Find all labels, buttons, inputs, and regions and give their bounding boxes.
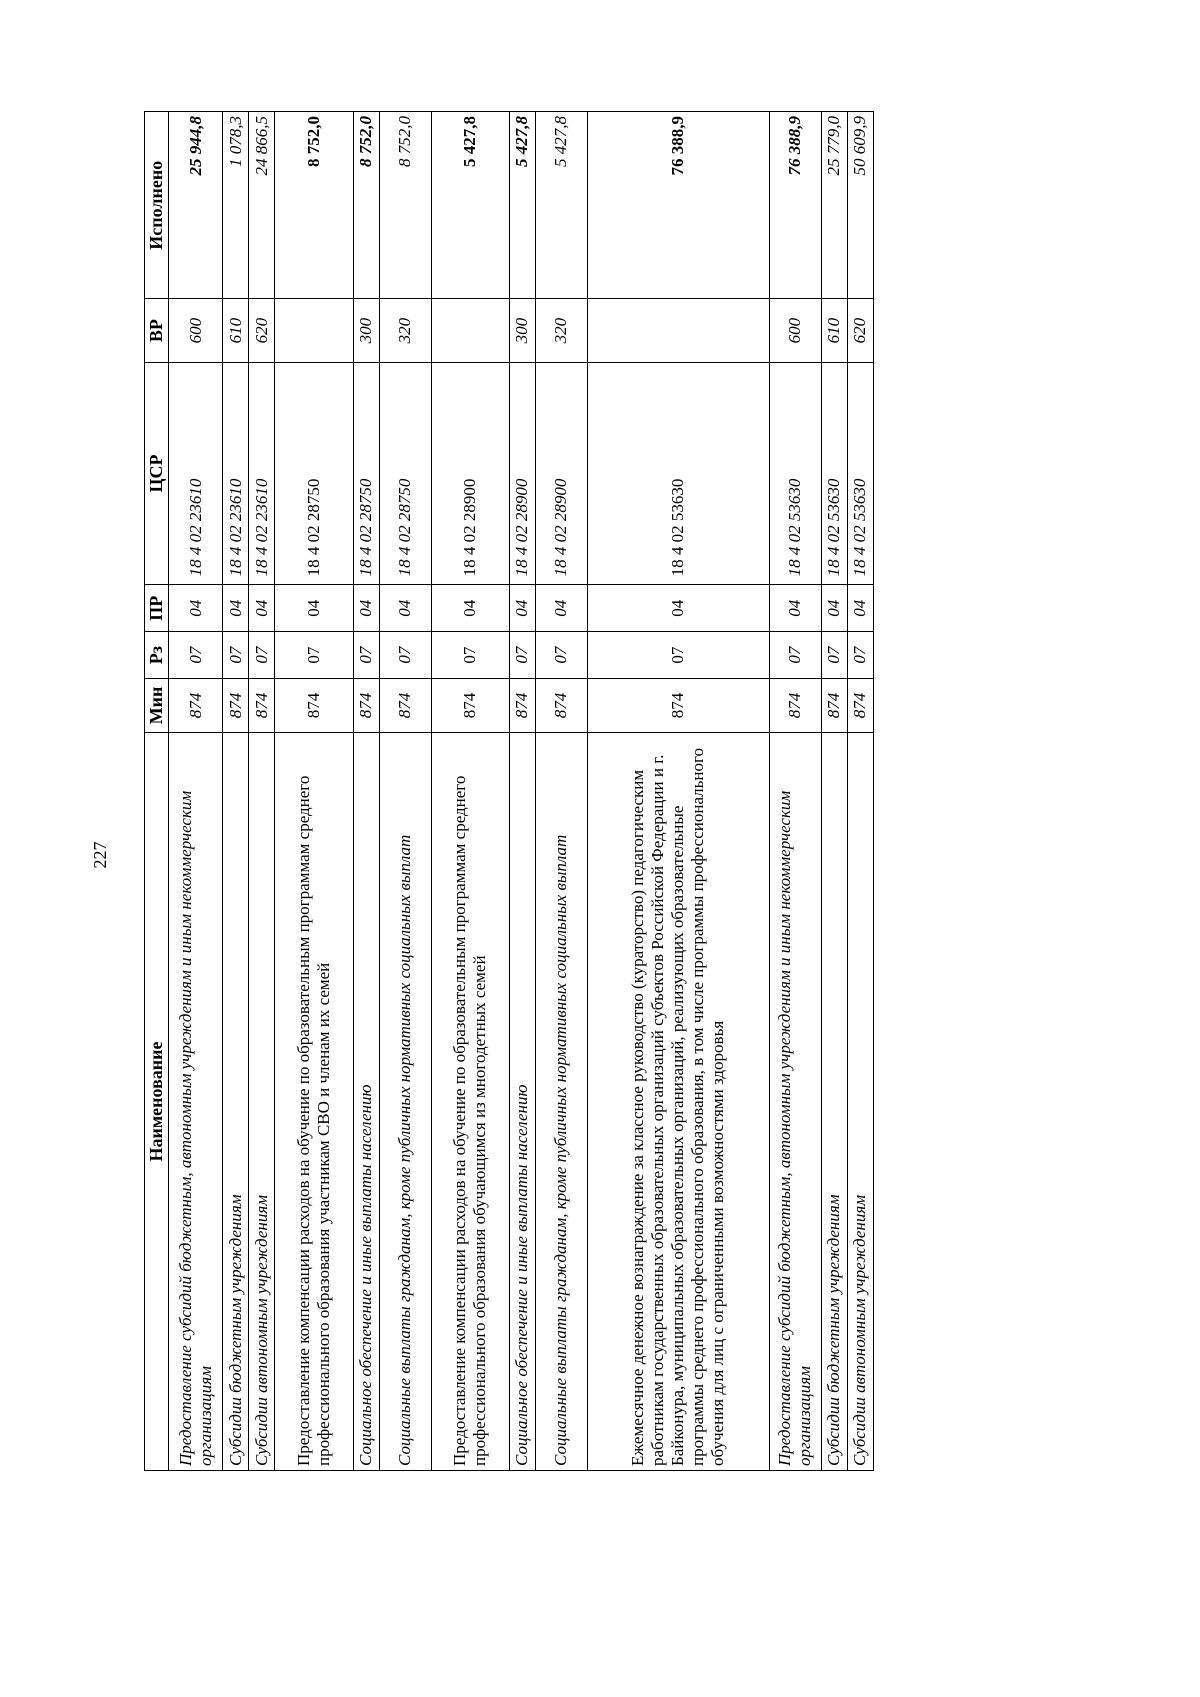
cell-vr: 320 [379,299,431,362]
cell-csr: 18 4 02 53630 [587,362,769,585]
cell-vr: 610 [821,299,847,362]
cell-exec: 5 427,8 [535,112,587,299]
cell-min: 874 [509,679,535,733]
table-row [509,112,535,1471]
cell-min: 874 [169,679,223,733]
cell-exec: 25 779,0 [821,112,847,299]
cell-csr: 18 4 02 28900 [509,362,535,585]
header-pr: ПР [145,585,169,632]
cell-pr: 04 [821,585,847,632]
cell-pr: 04 [379,585,431,632]
table-row [847,112,873,1471]
table-row [353,112,379,1471]
cell-min: 874 [275,679,353,733]
cell-vr: 620 [847,299,873,362]
cell-csr: 18 4 02 23610 [169,362,223,585]
cell-csr: 18 4 02 23610 [249,362,275,585]
cell-csr: 18 4 02 28900 [535,362,587,585]
cell-exec: 5 427,8 [509,112,535,299]
cell-min: 874 [249,679,275,733]
cell-name: Ежемесячное денежное вознаграждение за классное руководство (кураторство) педагогическим работникам государственных образовательных организаций субъектов Российской Федерации и г. Байконура, муниципальных образовательных организаций, реализующих образовательные программы среднего профессионального образования, в том числе программы профессионального обучения для лиц с ограниченными возможностями здоровья [587,732,769,1470]
cell-name: Субсидии бюджетным учреждениям [223,732,249,1470]
cell-csr: 18 4 02 28750 [275,362,353,585]
cell-pr: 04 [249,585,275,632]
header-exec: Исполнено [145,112,169,299]
cell-min: 874 [587,679,769,733]
cell-pr: 04 [769,585,821,632]
cell-vr: 620 [249,299,275,362]
cell-csr: 18 4 02 53630 [847,362,873,585]
cell-exec: 25 944,8 [169,112,223,299]
cell-rz: 07 [587,632,769,679]
cell-pr: 04 [223,585,249,632]
cell-rz: 07 [535,632,587,679]
cell-csr: 18 4 02 28750 [353,362,379,585]
cell-exec: 24 866,5 [249,112,275,299]
header-rz: Рз [145,632,169,679]
cell-pr: 04 [509,585,535,632]
cell-name: Субсидии бюджетным учреждениям [821,732,847,1470]
cell-exec: 76 388,9 [769,112,821,299]
cell-vr [431,299,509,362]
cell-vr [275,299,353,362]
header-min: Мин [145,679,169,733]
cell-pr: 04 [535,585,587,632]
cell-vr: 320 [535,299,587,362]
cell-min: 874 [223,679,249,733]
cell-rz: 07 [223,632,249,679]
table-body [169,112,874,1471]
cell-name: Предоставление компенсации расходов на обучение по образовательным программам среднего профессионального образования участникам СВО и членам их семей [275,732,353,1470]
table-row [431,112,509,1471]
cell-pr: 04 [169,585,223,632]
cell-rz: 07 [431,632,509,679]
cell-vr: 300 [353,299,379,362]
cell-min: 874 [821,679,847,733]
table-row [275,112,353,1471]
cell-vr: 600 [169,299,223,362]
table-row [249,112,275,1471]
cell-csr: 18 4 02 28900 [431,362,509,585]
cell-vr: 600 [769,299,821,362]
budget-table-container [144,111,874,1471]
cell-min: 874 [431,679,509,733]
table-row [821,112,847,1471]
cell-csr: 18 4 02 23610 [223,362,249,585]
cell-rz: 07 [353,632,379,679]
table-row [769,112,821,1471]
cell-rz: 07 [821,632,847,679]
cell-pr: 04 [431,585,509,632]
cell-exec: 76 388,9 [587,112,769,299]
cell-rz: 07 [847,632,873,679]
cell-name: Социальные выплаты гражданам, кроме публичных нормативных социальных выплат [535,732,587,1470]
budget-table [144,111,874,1471]
cell-rz: 07 [769,632,821,679]
cell-rz: 07 [379,632,431,679]
header-vr: ВР [145,299,169,362]
cell-name: Субсидии автономным учреждениям [249,732,275,1470]
cell-pr: 04 [587,585,769,632]
cell-min: 874 [353,679,379,733]
cell-name: Предоставление компенсации расходов на обучение по образовательным программам среднего профессионального образования обучающимся из многодетных семей [431,732,509,1470]
cell-csr: 18 4 02 53630 [821,362,847,585]
cell-name: Предоставление субсидий бюджетным, автономным учреждениям и иным некоммерческим организациям [169,732,223,1470]
cell-pr: 04 [847,585,873,632]
cell-csr: 18 4 02 53630 [769,362,821,585]
cell-min: 874 [769,679,821,733]
cell-name: Социальное обеспечение и иные выплаты населению [509,732,535,1470]
cell-vr [587,299,769,362]
cell-exec: 8 752,0 [275,112,353,299]
cell-pr: 04 [353,585,379,632]
cell-csr: 18 4 02 28750 [379,362,431,585]
cell-name: Субсидии автономным учреждениям [847,732,873,1470]
cell-exec: 50 609,9 [847,112,873,299]
cell-exec: 8 752,0 [353,112,379,299]
table-row [169,112,223,1471]
cell-exec: 5 427,8 [431,112,509,299]
cell-name: Предоставление субсидий бюджетным, автономным учреждениям и иным некоммерческим организациям [769,732,821,1470]
cell-min: 874 [847,679,873,733]
cell-rz: 07 [509,632,535,679]
cell-exec: 1 078,3 [223,112,249,299]
cell-min: 874 [535,679,587,733]
cell-rz: 07 [169,632,223,679]
cell-exec: 8 752,0 [379,112,431,299]
cell-pr: 04 [275,585,353,632]
cell-rz: 07 [275,632,353,679]
header-name: Наименование [145,732,169,1470]
table-header-row [145,112,169,1471]
cell-vr: 610 [223,299,249,362]
table-row [379,112,431,1471]
cell-min: 874 [379,679,431,733]
cell-name: Социальные выплаты гражданам, кроме публичных нормативных социальных выплат [379,732,431,1470]
page-number: 227 [90,841,110,869]
cell-vr: 300 [509,299,535,362]
table-row [587,112,769,1471]
table-row [535,112,587,1471]
cell-name: Социальное обеспечение и иные выплаты населению [353,732,379,1470]
cell-rz: 07 [249,632,275,679]
header-csr: ЦСР [145,362,169,585]
table-row [223,112,249,1471]
